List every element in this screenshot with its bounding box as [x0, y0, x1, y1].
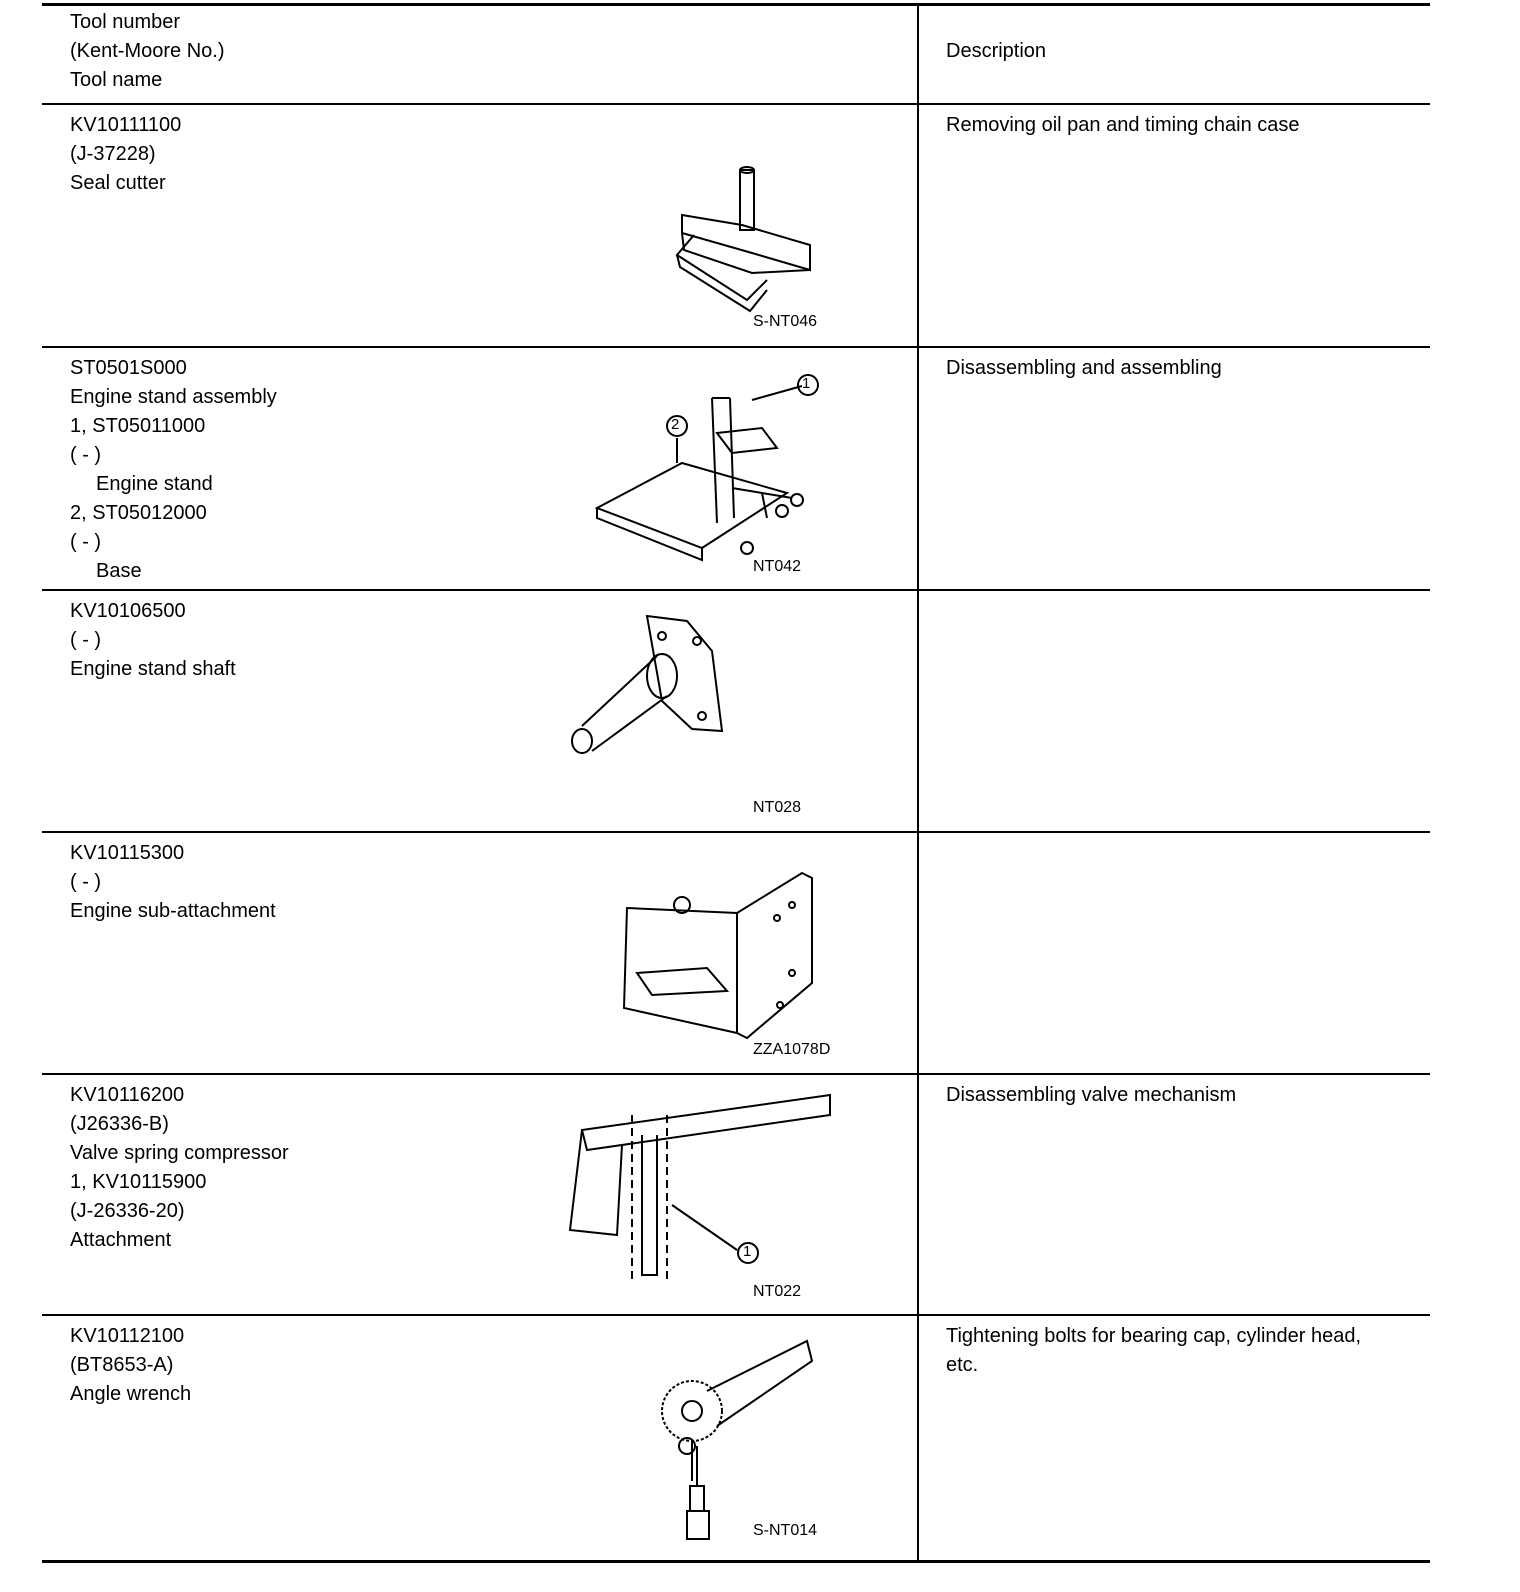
kent-moore-number: (J-37228) [70, 143, 156, 165]
tool-name: Engine sub-attachment [70, 900, 276, 922]
engine-stand-shaft-illustration [512, 591, 872, 831]
callout-1: 1 [802, 375, 811, 392]
table-row [42, 1314, 1430, 1562]
special-service-tools-table [42, 3, 1430, 1563]
tool-name: Angle wrench [70, 1383, 192, 1405]
header-tool-column [70, 8, 225, 95]
table-row [42, 1073, 1430, 1316]
figure-code: NT022 [753, 1283, 802, 1300]
kent-moore-number: (J-26336-20) [70, 1200, 185, 1222]
figure-code: NT042 [753, 558, 802, 575]
tool-info [70, 1081, 289, 1255]
tool-number: KV10115300 [70, 842, 185, 864]
figure-code: NT028 [753, 799, 802, 816]
engine-sub-attachment-illustration [512, 833, 872, 1073]
tool-info [70, 354, 277, 586]
tool-info [70, 597, 236, 684]
tool-number: KV10112100 [70, 1325, 185, 1347]
tool-name: Engine stand assembly [70, 386, 277, 408]
tool-name: Seal cutter [70, 172, 166, 194]
table-header [42, 4, 1430, 102]
part-number: 1, ST05011000 [70, 415, 206, 437]
part-name: Base [96, 560, 142, 582]
table-row [42, 346, 1430, 591]
kent-moore-number: ( - ) [70, 444, 102, 466]
header-line: Tool number [70, 11, 181, 33]
header-line: (Kent-Moore No.) [70, 40, 225, 62]
part-number: 2, ST05012000 [70, 502, 207, 524]
seal-cutter-illustration [512, 105, 872, 345]
part-name: Attachment [70, 1229, 172, 1251]
tool-number: KV10106500 [70, 600, 186, 622]
kent-moore-number: ( - ) [70, 531, 102, 553]
part-number: 1, KV10115900 [70, 1171, 207, 1193]
valve-spring-compressor-illustration [512, 1075, 872, 1315]
table-row [42, 831, 1430, 1075]
engine-stand-illustration [512, 348, 872, 588]
angle-wrench-illustration [512, 1316, 872, 1556]
kent-moore-number: (J26336-B) [70, 1113, 169, 1135]
header-line: Tool name [70, 69, 163, 91]
kent-moore-number: ( - ) [70, 629, 102, 651]
tool-description: Disassembling and assembling [946, 357, 1222, 379]
tool-number: ST0501S000 [70, 357, 187, 379]
kent-moore-number: (BT8653-A) [70, 1354, 174, 1376]
table-row [42, 589, 1430, 833]
figure-code: S-NT014 [753, 1522, 818, 1539]
kent-moore-number: ( - ) [70, 871, 102, 893]
tool-description: Removing oil pan and timing chain case [946, 114, 1300, 136]
header-description: Description [946, 40, 1047, 62]
callout-2: 2 [671, 416, 680, 433]
figure-code: ZZA1078D [753, 1041, 831, 1058]
tool-name: Valve spring compressor [70, 1142, 289, 1164]
figure-code: S-NT046 [753, 313, 818, 330]
tool-description: Disassembling valve mechanism [946, 1084, 1237, 1106]
tool-description: Tightening bolts for bearing cap, cylinder head, etc. [946, 1325, 1362, 1376]
part-name: Engine stand [96, 473, 213, 495]
tool-number: KV10111100 [70, 114, 182, 136]
table-row [42, 103, 1430, 348]
tool-name: Engine stand shaft [70, 658, 236, 680]
tool-info [70, 839, 276, 926]
tool-info [70, 111, 181, 198]
callout-1: 1 [743, 1243, 752, 1260]
tool-number: KV10116200 [70, 1084, 185, 1106]
tool-info [70, 1322, 191, 1409]
